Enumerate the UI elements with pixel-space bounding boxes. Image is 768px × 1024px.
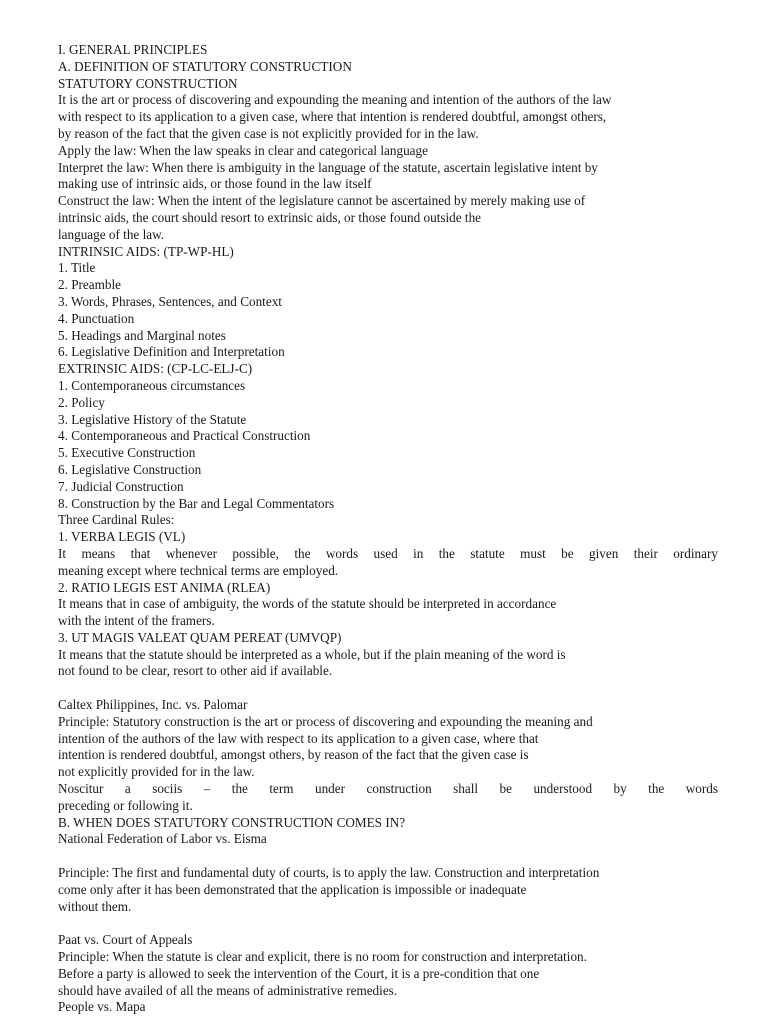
text-line: 4. Contemporaneous and Practical Construction [58,428,311,444]
text-line: intrinsic aids, the court should resort to extrinsic aids, or those found outside the [58,209,482,225]
text-line: It means that whenever possible, the words used in the statute must be given their ordinary [58,545,718,561]
text-line: Apply the law: When the law speaks in clear and categorical language [58,142,428,158]
text-line: come only after it has been demonstrated that the application is impossible or inadequate [58,881,527,897]
text-line: Principle: The first and fundamental duty of courts, is to apply the law. Construction and interpretation [58,865,600,881]
document-page [0,42,768,1016]
text-line: People vs. Mapa [58,999,146,1015]
text-line: with the intent of the framers. [58,613,215,629]
blank-line [0,915,768,932]
text-line: It means that in case of ambiguity, the words of the statute should be interpreted in accordance [58,596,557,612]
text-line: by reason of the fact that the given case is not explicitly provided for in the law. [58,125,479,141]
text-line: 5. Executive Construction [58,445,196,461]
blank-line [0,848,768,865]
text-line: meaning except where technical terms are employed. [58,562,339,578]
text-line: Interpret the law: When there is ambiguity in the language of the statute, ascertain legislative intent by [58,159,598,175]
text-line: Paat vs. Court of Appeals [58,932,193,948]
text-line: 4. Punctuation [58,310,135,326]
text-line: 6. Legislative Definition and Interpretation [58,344,285,360]
text-line: 1. VERBA LEGIS (VL) [58,529,186,545]
text-line: 2. Policy [58,394,105,410]
text-line: preceding or following it. [58,797,193,813]
text-line: 3. Words, Phrases, Sentences, and Context [58,293,282,309]
text-line: Before a party is allowed to seek the intervention of the Court, it is a pre-condition that one [58,965,540,981]
text-line: not explicitly provided for in the law. [58,764,255,780]
text-line: intention is rendered doubtful, amongst others, by reason of the fact that the given case is [58,747,529,763]
text-line: B. WHEN DOES STATUTORY CONSTRUCTION COMES IN? [58,814,406,830]
text-line: 2. RATIO LEGIS EST ANIMA (RLEA) [58,579,271,595]
text-line: 1. Contemporaneous circumstances [58,377,246,393]
text-line: should have availed of all the means of administrative remedies. [58,982,398,998]
text-line: A. DEFINITION OF STATUTORY CONSTRUCTION [58,58,352,74]
text-line: 6. Legislative Construction [58,461,202,477]
text-line: It is the art or process of discovering and expounding the meaning and intention of the authors of the law [58,92,612,108]
text-line: National Federation of Labor vs. Eisma [58,831,267,847]
text-line: language of the law. [58,226,165,242]
text-line: I. GENERAL PRINCIPLES [58,42,208,57]
text-line: intention of the authors of the law with respect to its application to a given case, where that [58,730,539,746]
text-line: making use of intrinsic aids, or those found in the law itself [58,176,372,192]
text-line: 2. Preamble [58,277,121,293]
text-line: with respect to its application to a given case, where that intention is rendered doubtful, amongst others, [58,109,607,125]
text-line: 3. UT MAGIS VALEAT QUAM PEREAT (UMVQP) [58,629,342,645]
text-line: 1. Title [58,260,96,276]
text-line: 8. Construction by the Bar and Legal Commentators [58,495,335,511]
text-line: INTRINSIC AIDS: (TP-WP-HL) [58,243,234,259]
text-line: Construct the law: When the intent of the legislature cannot be ascertained by merely making use of [58,193,586,209]
text-line: 5. Headings and Marginal notes [58,327,226,343]
blank-line [0,680,768,697]
text-line: Caltex Philippines, Inc. vs. Palomar [58,697,248,713]
text-line: 3. Legislative History of the Statute [58,411,247,427]
text-line: Principle: Statutory construction is the art or process of discovering and expounding the meaning and [58,713,593,729]
text-line: STATUTORY CONSTRUCTION [58,75,238,91]
text-line: Principle: When the statute is clear and explicit, there is no room for construction and interpretation. [58,949,587,965]
text-line: 7. Judicial Construction [58,478,184,494]
text-line: not found to be clear, resort to other aid if available. [58,663,333,679]
text-line: Noscitur a sociis – the term under construction shall be understood by the words [58,781,718,797]
text-line: Three Cardinal Rules: [58,512,175,528]
text-line: without them. [58,898,132,914]
text-line: EXTRINSIC AIDS: (CP-LC-ELJ-C) [58,361,253,377]
text-line: It means that the statute should be interpreted as a whole, but if the plain meaning of the word is [58,646,566,662]
